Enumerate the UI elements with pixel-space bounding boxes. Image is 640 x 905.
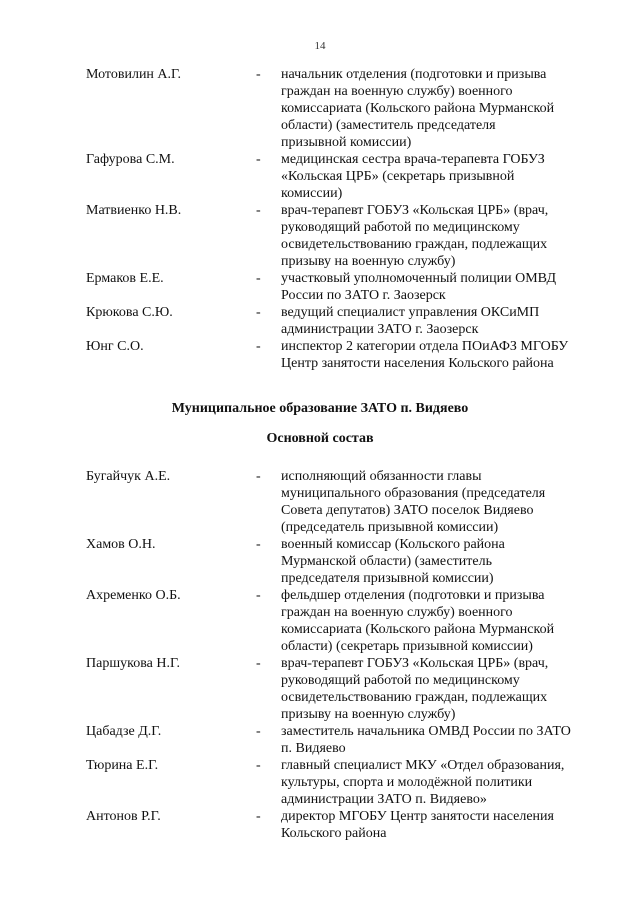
- member-entry: [0, 587, 640, 655]
- member-list-bottom: [0, 468, 640, 842]
- member-role-line: Кольского района: [281, 826, 387, 841]
- member-role-line: администрации ЗАТО п. Видяево»: [281, 792, 487, 807]
- member-role: [281, 202, 601, 270]
- member-entry: [0, 536, 640, 587]
- member-role: [281, 151, 601, 202]
- member-dash: -: [256, 537, 261, 552]
- member-role-line: директор МГОБУ Центр занятости населения: [281, 809, 554, 824]
- member-name: Хамов О.Н.: [86, 537, 156, 552]
- member-role-line: администрации ЗАТО г. Заозерск: [281, 322, 479, 337]
- member-entry: [0, 338, 640, 372]
- member-role-line: главный специалист МКУ «Отдел образования,: [281, 758, 565, 773]
- member-role-line: «Кольская ЦРБ» (секретарь призывной: [281, 169, 515, 184]
- page-number: 14: [314, 40, 326, 52]
- member-role-line: России по ЗАТО г. Заозерск: [281, 288, 446, 303]
- member-entry: [0, 270, 640, 304]
- member-role-line: Центр занятости населения Кольского района: [281, 356, 554, 371]
- member-role-line: исполняющий обязанности главы: [281, 469, 482, 484]
- member-role: [281, 468, 601, 536]
- member-name: Крюкова С.Ю.: [86, 305, 173, 320]
- member-dash: -: [256, 152, 261, 167]
- member-role-line: заместитель начальника ОМВД России по ЗАТО: [281, 724, 571, 739]
- member-role-line: комиссариата (Кольского района Мурманской: [281, 101, 555, 116]
- member-name: Матвиенко Н.В.: [86, 203, 182, 218]
- member-dash: -: [256, 67, 261, 82]
- member-role-line: участковый уполномоченный полиции ОМВД: [281, 271, 557, 286]
- member-name: Тюрина Е.Г.: [86, 758, 159, 773]
- member-dash: -: [256, 656, 261, 671]
- member-dash: -: [256, 588, 261, 603]
- member-name: Ермаков Е.Е.: [86, 271, 164, 286]
- member-role-line: медицинская сестра врача-терапевта ГОБУЗ: [281, 152, 545, 167]
- member-role-line: культуры, спорта и молодёжной политики: [281, 775, 533, 790]
- member-role-line: комиссии): [281, 186, 343, 201]
- member-entry: [0, 757, 640, 808]
- member-role-line: начальник отделения (подготовки и призыва: [281, 67, 547, 82]
- member-dash: -: [256, 305, 261, 320]
- member-role-line: комиссариата (Кольского района Мурманской: [281, 622, 555, 637]
- member-role-line: Совета депутатов) ЗАТО поселок Видяево: [281, 503, 534, 518]
- member-role-line: председателя призывной комиссии): [281, 571, 494, 586]
- member-role-line: призыву на военную службу): [281, 707, 456, 722]
- member-role-line: области) (секретарь призывной комиссии): [281, 639, 533, 654]
- member-dash: -: [256, 758, 261, 773]
- member-name: Гафурова С.М.: [86, 152, 175, 167]
- member-role-line: руководящий работой по медицинскому: [281, 220, 520, 235]
- member-role-line: ведущий специалист управления ОКСиМП: [281, 305, 540, 320]
- municipality-heading: Муниципальное образование ЗАТО п. Видяево: [171, 401, 469, 416]
- member-role: [281, 66, 601, 151]
- member-name: Паршукова Н.Г.: [86, 656, 180, 671]
- member-entry: [0, 468, 640, 536]
- member-role-line: (председатель призывной комиссии): [281, 520, 499, 535]
- member-role-line: фельдшер отделения (подготовки и призыва: [281, 588, 545, 603]
- member-entry: [0, 66, 640, 151]
- member-entry: [0, 655, 640, 723]
- member-dash: -: [256, 339, 261, 354]
- member-name: Бугайчук А.Е.: [86, 469, 171, 484]
- member-list-top: [0, 66, 640, 372]
- member-role-line: призывной комиссии): [281, 135, 412, 150]
- member-role: [281, 655, 601, 723]
- member-role-line: Мурманской области) (заместитель: [281, 554, 492, 569]
- composition-heading: Основной состав: [266, 431, 374, 446]
- member-role-line: призыву на военную службу): [281, 254, 456, 269]
- member-role-line: граждан на военную службу) военного: [281, 84, 513, 99]
- member-role: [281, 304, 601, 338]
- member-role: [281, 536, 601, 587]
- member-name: Мотовилин А.Г.: [86, 67, 182, 82]
- member-role-line: освидетельствованию граждан, подлежащих: [281, 690, 548, 705]
- member-role-line: военный комиссар (Кольского района: [281, 537, 505, 552]
- member-role-line: инспектор 2 категории отдела ПОиАФЗ МГОБУ: [281, 339, 569, 354]
- member-entry: [0, 304, 640, 338]
- member-role: [281, 270, 601, 304]
- member-name: Юнг С.О.: [86, 339, 144, 354]
- member-entry: [0, 808, 640, 842]
- member-name: Антонов Р.Г.: [86, 809, 161, 824]
- member-dash: -: [256, 203, 261, 218]
- member-role: [281, 723, 601, 757]
- member-entry: [0, 723, 640, 757]
- member-dash: -: [256, 469, 261, 484]
- member-role-line: граждан на военную службу) военного: [281, 605, 513, 620]
- member-role-line: области) (заместитель председателя: [281, 118, 496, 133]
- member-dash: -: [256, 724, 261, 739]
- member-dash: -: [256, 271, 261, 286]
- member-role: [281, 338, 601, 372]
- member-role-line: муниципального образования (председателя: [281, 486, 546, 501]
- member-role-line: освидетельствованию граждан, подлежащих: [281, 237, 548, 252]
- member-role-line: врач-терапевт ГОБУЗ «Кольская ЦРБ» (врач,: [281, 203, 549, 218]
- member-role: [281, 808, 601, 842]
- member-role: [281, 587, 601, 655]
- member-name: Ахременко О.Б.: [86, 588, 181, 603]
- member-entry: [0, 202, 640, 270]
- member-role-line: врач-терапевт ГОБУЗ «Кольская ЦРБ» (врач,: [281, 656, 549, 671]
- member-role: [281, 757, 601, 808]
- member-dash: -: [256, 809, 261, 824]
- member-name: Цабадзе Д.Г.: [86, 724, 162, 739]
- member-entry: [0, 151, 640, 202]
- member-role-line: п. Видяево: [281, 741, 346, 756]
- member-role-line: руководящий работой по медицинскому: [281, 673, 520, 688]
